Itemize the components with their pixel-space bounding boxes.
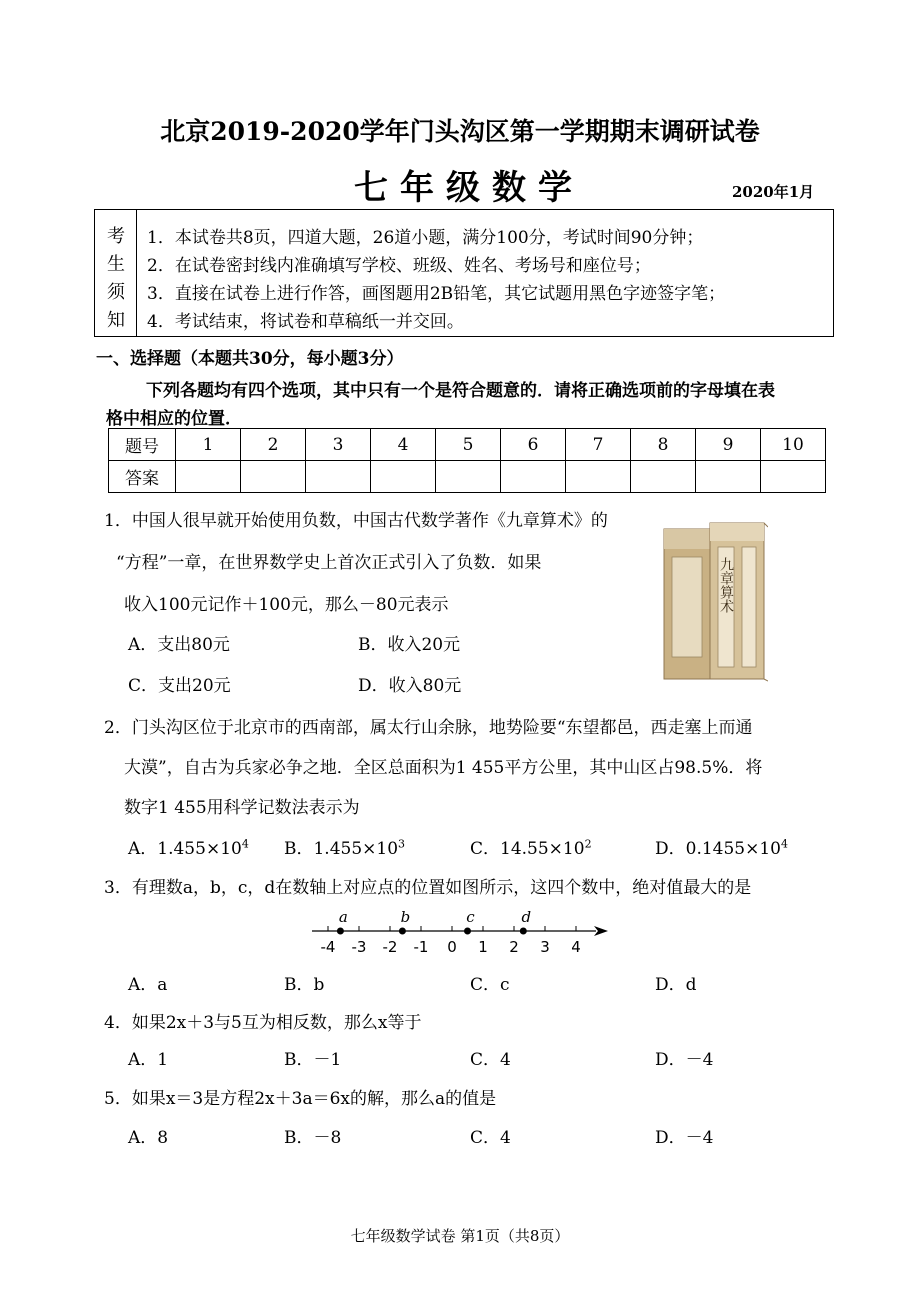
answer-cell[interactable] bbox=[501, 461, 566, 493]
option-b[interactable]: B．b bbox=[284, 975, 325, 995]
notice-item: 3．直接在试卷上进行作答，画图题用2B铅笔，其它试题用黑色字迹签字笔； bbox=[147, 284, 726, 304]
question-1-text: 1．中国人很早就开始使用负数，中国古代数学著作《九章算术》的 bbox=[104, 511, 608, 531]
notice-label-char: 须 bbox=[107, 282, 125, 303]
option-b[interactable] bbox=[284, 834, 405, 859]
option-b[interactable]: B．－1 bbox=[284, 1050, 342, 1070]
answer-cell[interactable] bbox=[436, 461, 501, 493]
table-cell: 4 bbox=[371, 429, 436, 461]
number-line-point-a bbox=[337, 928, 344, 935]
question-4-text: 4．如果2x＋3与5互为相反数，那么x等于 bbox=[104, 1013, 422, 1033]
exam-notice-box bbox=[94, 209, 834, 337]
answer-cell[interactable] bbox=[176, 461, 241, 493]
option-a[interactable] bbox=[128, 834, 249, 859]
table-row bbox=[109, 461, 826, 493]
table-cell: 8 bbox=[631, 429, 696, 461]
page-footer: 七年级数学试卷 第1页（共8页） bbox=[350, 1227, 570, 1245]
notice-label-char: 考 bbox=[107, 226, 125, 247]
number-line-tick-label: -4 bbox=[320, 938, 336, 956]
number-line-tick-label: 4 bbox=[571, 938, 581, 956]
number-line-point-b bbox=[399, 928, 406, 935]
number-line-tick-label: 1 bbox=[478, 938, 488, 956]
number-line-tick-label: -2 bbox=[382, 938, 398, 956]
answer-cell[interactable] bbox=[566, 461, 631, 493]
option-c-exponent: 2 bbox=[584, 837, 592, 851]
option-a[interactable]: A．8 bbox=[128, 1128, 169, 1148]
table-cell: 6 bbox=[501, 429, 566, 461]
option-c[interactable]: C．4 bbox=[470, 1128, 511, 1148]
table-cell: 1 bbox=[176, 429, 241, 461]
option-a[interactable]: A．支出80元 bbox=[128, 635, 230, 655]
number-line-arrow bbox=[594, 926, 608, 936]
table-cell: 2 bbox=[241, 429, 306, 461]
option-c[interactable]: C．4 bbox=[470, 1050, 511, 1070]
answer-cell[interactable] bbox=[306, 461, 371, 493]
option-d[interactable] bbox=[655, 834, 788, 859]
number-line-tick-label: 3 bbox=[540, 938, 550, 956]
option-b[interactable]: B．收入20元 bbox=[358, 635, 461, 655]
option-a[interactable]: A．a bbox=[128, 975, 168, 995]
option-b[interactable]: B．－8 bbox=[284, 1128, 342, 1148]
option-b-exponent: 3 bbox=[398, 837, 406, 851]
option-d[interactable]: D．收入80元 bbox=[358, 676, 462, 696]
notice-label-char: 生 bbox=[107, 254, 125, 275]
exam-date: 2020年1月 bbox=[732, 183, 815, 201]
option-a[interactable]: A．1 bbox=[128, 1050, 169, 1070]
answer-cell[interactable] bbox=[761, 461, 826, 493]
option-c-label: C．14.55×10 bbox=[470, 839, 585, 859]
option-a-label: A．1.455×10 bbox=[128, 839, 242, 859]
number-line-tick-label: 2 bbox=[509, 938, 519, 956]
number-line-point-label: b bbox=[400, 908, 411, 926]
book-spine-char: 九章算术 bbox=[718, 557, 734, 613]
answer-cell[interactable] bbox=[241, 461, 306, 493]
option-a-exponent: 4 bbox=[241, 837, 249, 851]
number-line-tick-label: -3 bbox=[351, 938, 367, 956]
question-1-text: 收入100元记作＋100元，那么－80元表示 bbox=[124, 595, 449, 615]
question-5-text: 5．如果x＝3是方程2x＋3a＝6x的解，那么a的值是 bbox=[104, 1089, 497, 1109]
question-2-text: 2．门头沟区位于北京市的西南部，属太行山余脉，地势险要“东望都邑，西走塞上而通 bbox=[104, 718, 753, 738]
number-line-point-d bbox=[520, 928, 527, 935]
section-heading: 一、选择题（本题共30分，每小题3分） bbox=[96, 349, 404, 369]
notice-item: 1．本试卷共8页，四道大题，26道小题，满分100分，考试时间90分钟； bbox=[147, 228, 704, 248]
section-instruction: 格中相应的位置． bbox=[106, 409, 242, 429]
question-1-text: “方程”一章，在世界数学史上首次正式引入了负数．如果 bbox=[116, 553, 542, 573]
question-3-text: 3．有理数a，b，c，d在数轴上对应点的位置如图所示，这四个数中，绝对值最大的是 bbox=[104, 878, 752, 898]
answer-cell[interactable] bbox=[631, 461, 696, 493]
number-line-tick-label: 0 bbox=[447, 938, 457, 956]
table-cell: 5 bbox=[436, 429, 501, 461]
option-d-label: D．0.1455×10 bbox=[655, 839, 781, 859]
option-c[interactable]: C．支出20元 bbox=[128, 676, 231, 696]
number-line-point-label: d bbox=[521, 908, 532, 926]
section-instruction: 下列各题均有四个选项，其中只有一个是符合题意的．请将正确选项前的字母填在表 bbox=[146, 381, 775, 401]
table-cell: 9 bbox=[696, 429, 761, 461]
table-header-cell: 题号 bbox=[109, 429, 176, 461]
option-d[interactable]: D．d bbox=[655, 975, 697, 995]
number-line-point-c bbox=[464, 928, 471, 935]
table-cell: 7 bbox=[566, 429, 631, 461]
exam-title: 北京2019-2020学年门头沟区第一学期期末调研试卷 bbox=[160, 117, 760, 146]
option-c[interactable] bbox=[470, 834, 592, 859]
number-line-tick-label: -1 bbox=[413, 938, 429, 956]
table-cell: 10 bbox=[761, 429, 826, 461]
table-row bbox=[109, 429, 826, 461]
option-d-exponent: 4 bbox=[781, 837, 788, 851]
table-header-cell: 答案 bbox=[109, 461, 176, 493]
option-d[interactable]: D．－4 bbox=[655, 1050, 714, 1070]
notice-label bbox=[95, 210, 137, 336]
option-d[interactable]: D．－4 bbox=[655, 1128, 714, 1148]
option-b-label: B．1.455×10 bbox=[284, 839, 399, 859]
option-c[interactable]: C．c bbox=[470, 975, 510, 995]
table-cell: 3 bbox=[306, 429, 371, 461]
answer-table bbox=[108, 428, 826, 493]
subject-title: 七年级数学 bbox=[354, 168, 584, 208]
notice-label-char: 知 bbox=[107, 310, 125, 331]
number-line bbox=[300, 904, 620, 962]
answer-cell[interactable] bbox=[371, 461, 436, 493]
question-2-text: 数字1 455用科学记数法表示为 bbox=[124, 798, 360, 818]
notice-item: 4．考试结束，将试卷和草稿纸一并交回。 bbox=[147, 312, 464, 332]
book-image bbox=[660, 517, 768, 685]
number-line-point-label: c bbox=[466, 908, 475, 926]
question-2-text: 大漠”，自古为兵家必争之地．全区总面积为1 455平方公里，其中山区占98.5%．将 bbox=[124, 758, 763, 778]
number-line-point-label: a bbox=[338, 908, 348, 926]
answer-cell[interactable] bbox=[696, 461, 761, 493]
notice-item: 2．在试卷密封线内准确填写学校、班级、姓名、考场号和座位号； bbox=[147, 256, 651, 276]
